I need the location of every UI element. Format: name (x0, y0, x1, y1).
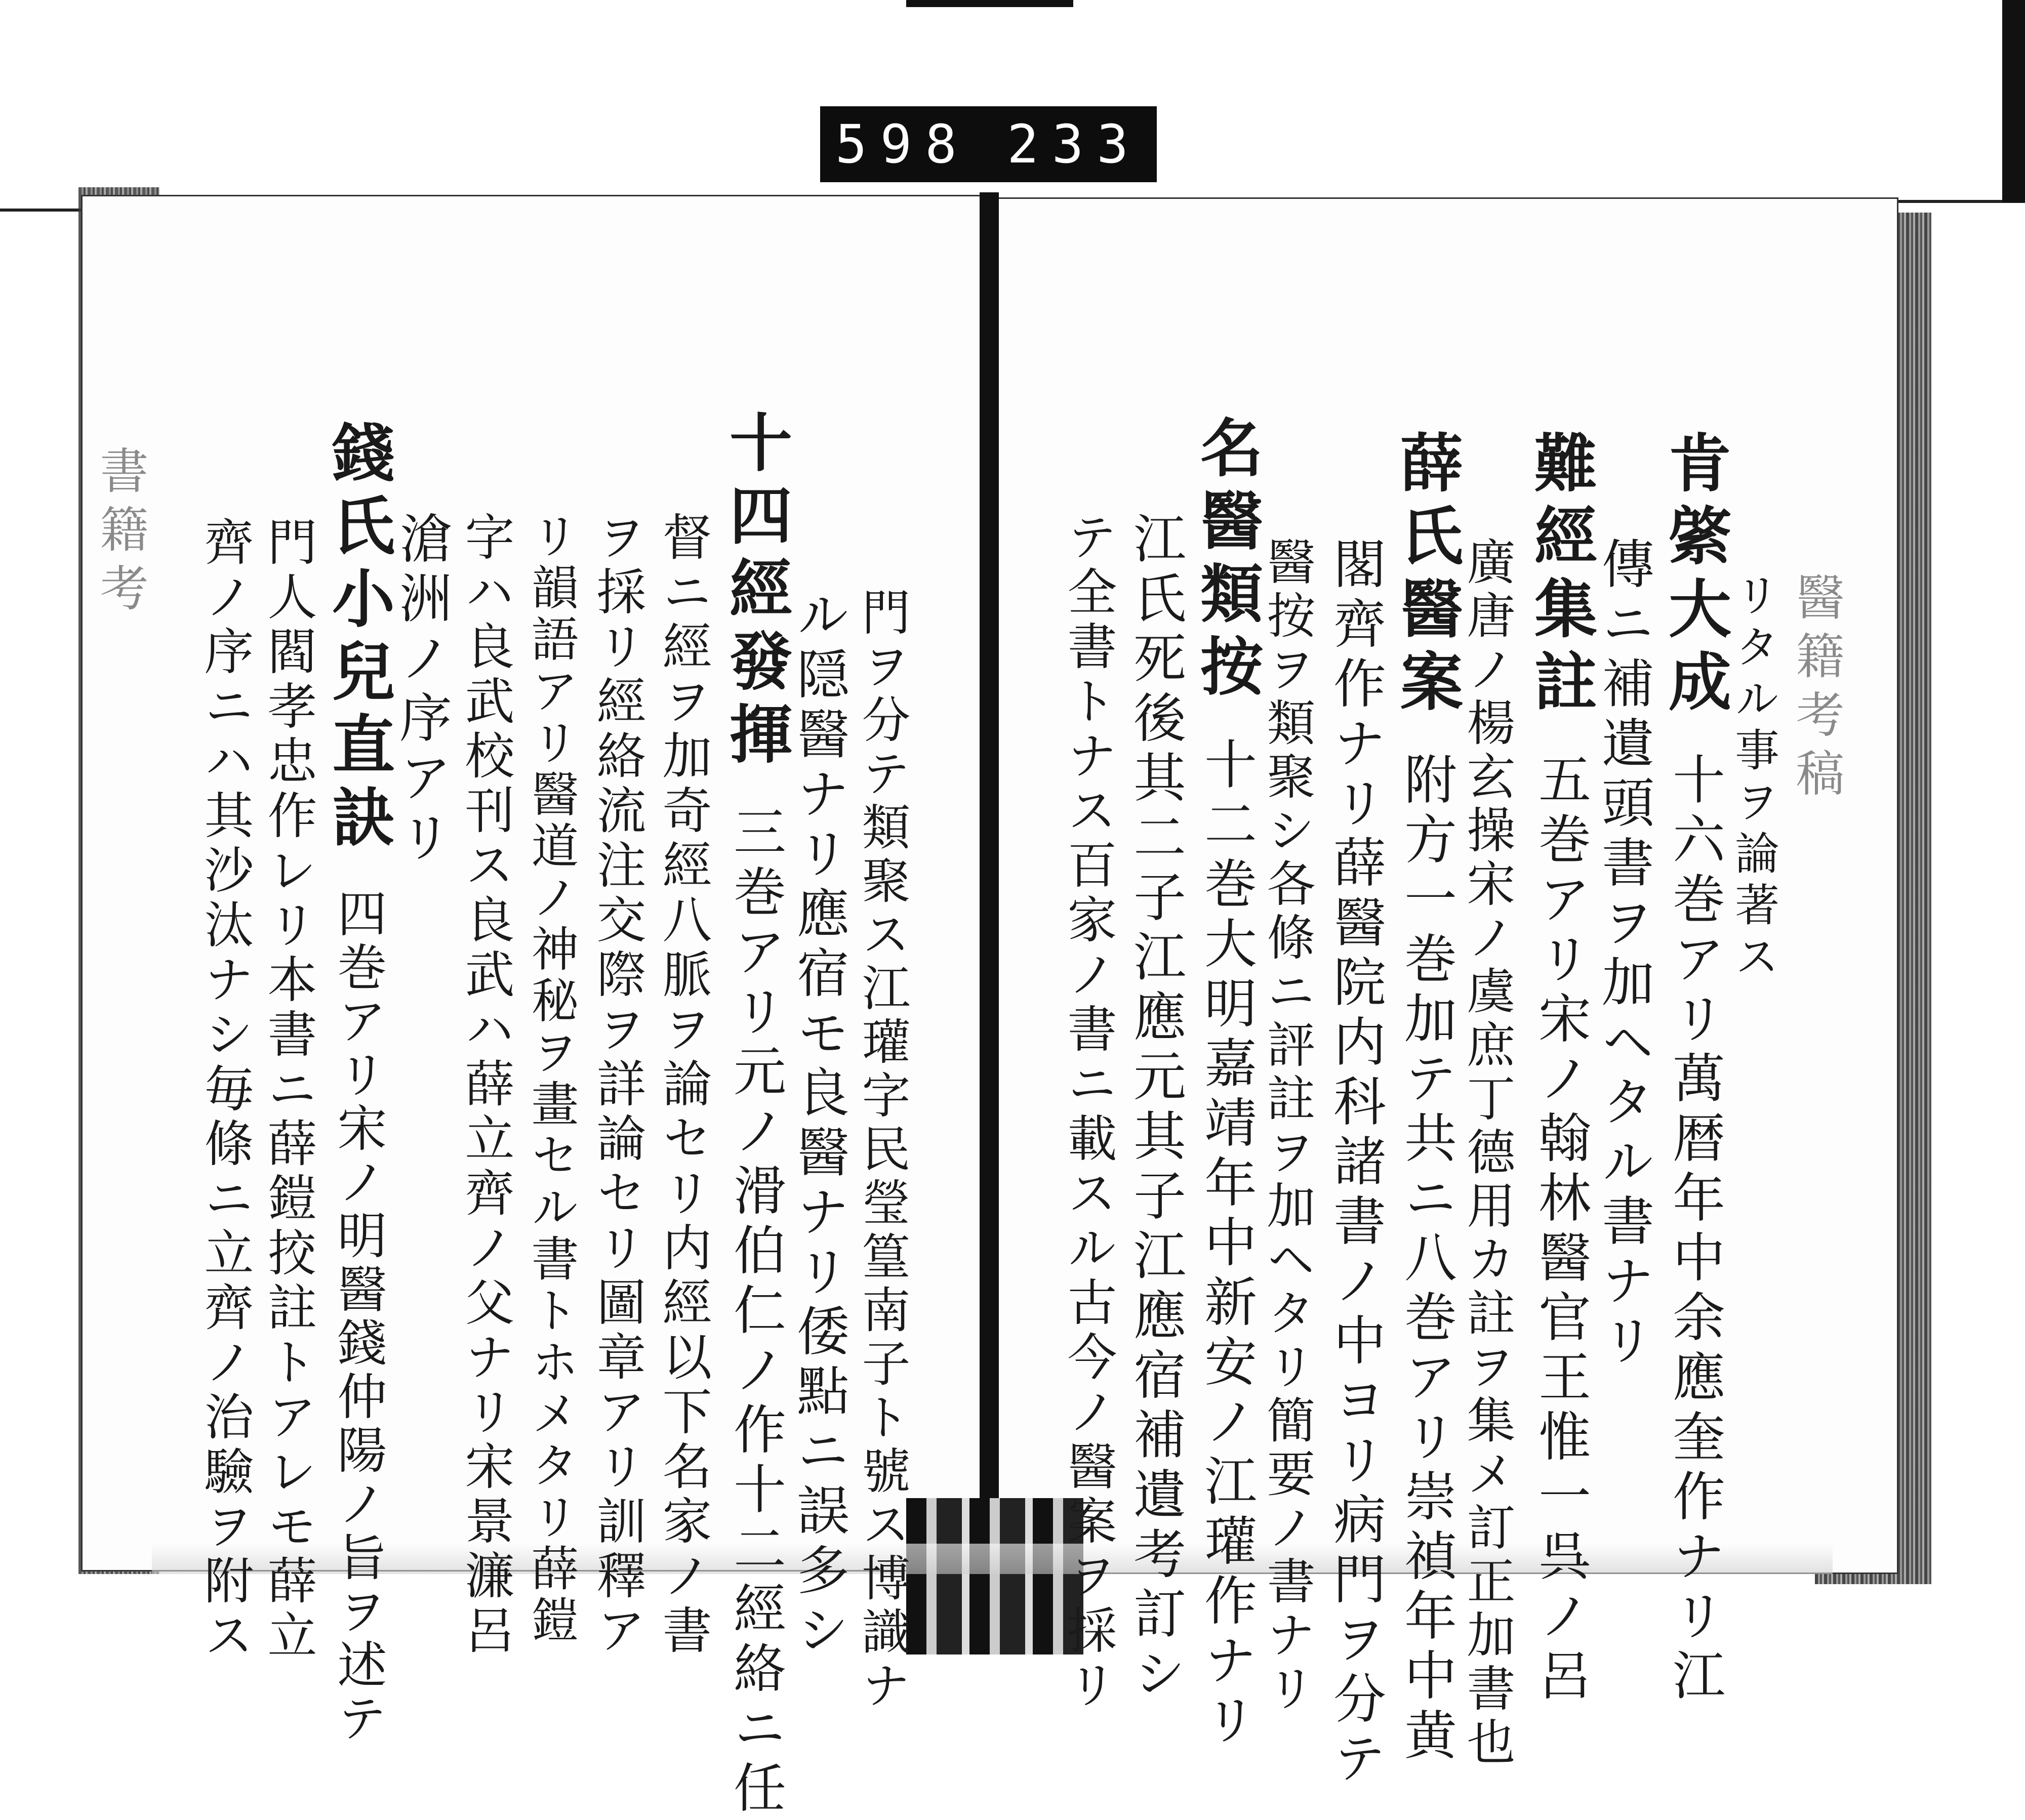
film-frame-label (820, 106, 1157, 182)
right-column-5: 廣唐ノ楊玄操宋ノ虞庶丁德用カ註ヲ集メ訂正加書也 (1459, 536, 1516, 1770)
scan-top-mark (906, 0, 1073, 7)
entry-title-kenkei-taisei: 肯綮大成 (1658, 430, 1731, 722)
entry-title-jushikei-hakki: 十四經發揮 (719, 410, 792, 774)
left-column-1: 門ヲ分テ類聚ス江瓘字民瑩篁南子ト號ス博識ナ (854, 587, 911, 1714)
right-column-2: 肯綮大成十六巻アリ萬暦年中余應奎作ナリ江 (1658, 430, 1731, 1708)
right-column-4: 難經集註五巻アリ宋ノ翰林醫官王惟一呉ノ呂 (1524, 430, 1597, 1708)
left-column-10: 門人閻孝忠作レリ本書ニ薛鎧挍註トアレモ薛立 (259, 516, 317, 1664)
film-frame-number-right: 233 (1007, 113, 1142, 175)
right-column-9: 名醫類按十二巻大明嘉靖年中新安ノ江瓘作ナリ (1190, 415, 1263, 1752)
scan-corner-bar (2002, 0, 2025, 202)
scan-rule-left (0, 209, 81, 212)
right-column-3: 傳ニ補遺頭書ヲ加ヘタル書ナリ (1593, 536, 1654, 1373)
film-frame-number-left: 598 (835, 113, 970, 175)
left-column-9: 錢氏小兒直訣四巻アリ宋ノ明醫錢仲陽ノ旨ヲ述テ (321, 420, 395, 1746)
entry-title-setsushi-ian: 薛氏醫案 (1390, 430, 1463, 722)
left-column-4: 督ニ經ヲ加奇經八脈ヲ論セリ内經以下名家ノ書 (654, 511, 712, 1659)
right-column-7: 閣齊作ナリ薛醫院内科諸書ノ中ヨリ病門ヲ分テ (1324, 536, 1386, 1791)
left-column-8: 滄洲ノ序アリ (390, 511, 452, 870)
left-column-6: リ韻語アリ醫道ノ神秘ヲ畫セル書トホメタリ薛鎧 (523, 511, 578, 1647)
left-column-11: 齊ノ序ニハ其沙汰ナシ毎條ニ立齊ノ治驗ヲ附ス (196, 516, 254, 1664)
book-spine (980, 192, 999, 1584)
left-column-2: ル隠醫ナリ應宿モ良醫ナリ倭點ニ誤多シ (788, 587, 849, 1662)
left-column-5: ヲ採リ經絡流注交際ヲ詳論セリ圖章アリ訓釋ア (588, 511, 646, 1659)
right-page-running-title: 醫籍考稿 (1788, 572, 1845, 807)
right-column-6: 薛氏醫案附方一巻加テ共ニ八巻アリ崇禎年中黄 (1390, 430, 1463, 1767)
spine-binding-strips (906, 1498, 1083, 1654)
entry-title-nangyo-shuchu: 難經集註 (1524, 430, 1597, 722)
entry-title-meii-ruian: 名醫類按 (1190, 415, 1263, 707)
left-edge-title: 書籍考 (92, 445, 149, 622)
right-column-8: 醫按ヲ類聚シ各條ニ評註ヲ加ヘタリ簡要ノ書ナリ (1259, 536, 1316, 1717)
entry-title-senshi-shoni-jikketsu: 錢氏小兒直訣 (321, 420, 395, 857)
right-column-10: 江氏死後其二子江應元其子江應宿補遺考訂シ (1124, 511, 1186, 1706)
right-column-11: テ全書トナス百家ノ書ニ載スル古今ノ醫案ヲ採リ (1059, 511, 1117, 1714)
left-column-7: 字ハ良武校刊ス良武ハ薛立齊ノ父ナリ宋景濂呂 (457, 511, 514, 1659)
left-column-3: 十四經發揮三巻アリ元ノ滑伯仁ノ作十二經絡ニ任 (719, 410, 792, 1820)
right-column-1: リタル事ヲ論著ス (1728, 572, 1780, 985)
